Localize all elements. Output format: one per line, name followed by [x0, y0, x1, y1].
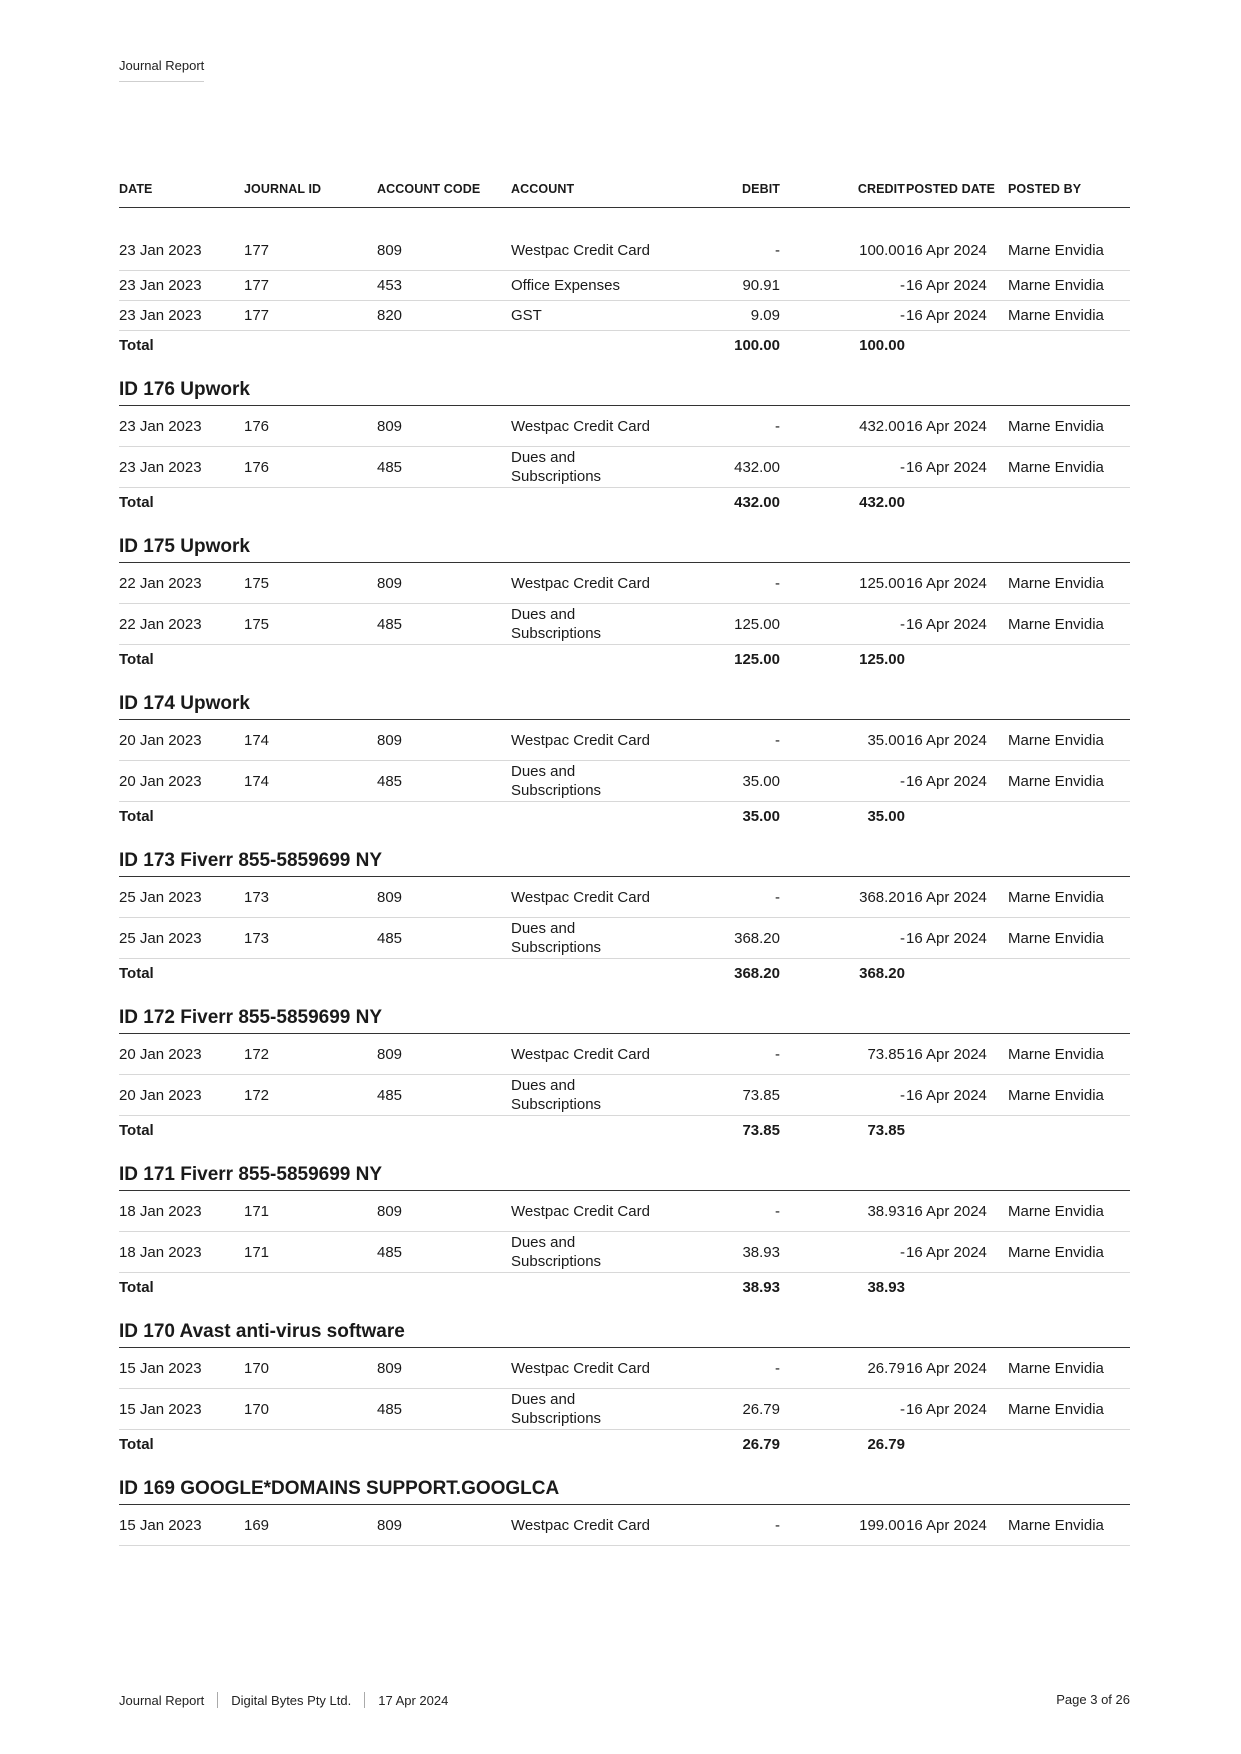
cell-posted-date: 16 Apr 2024 — [906, 417, 987, 435]
cell-posted-by: Marne Envidia — [1008, 615, 1104, 633]
cell-posted-by: Marne Envidia — [1008, 1516, 1104, 1534]
cell-posted-by: Marne Envidia — [1008, 307, 1104, 324]
cell-credit: 73.85 — [867, 1045, 905, 1063]
cell-account: Dues and Subscriptions — [511, 1077, 602, 1113]
cell-journal-id: 172 — [244, 1086, 270, 1104]
cell-account-code: 485 — [377, 929, 403, 947]
cell-journal-id: 177 — [244, 307, 270, 324]
cell-credit: - — [900, 929, 905, 947]
col-header-credit: CREDIT — [857, 182, 905, 196]
cell-credit: - — [900, 1400, 905, 1418]
journal-group — [119, 689, 1130, 831]
total-credit: 432.00 — [859, 494, 905, 511]
cell-debit: - — [775, 1202, 780, 1220]
table-row — [119, 230, 1130, 271]
footer-date: 17 Apr 2024 — [378, 1692, 449, 1708]
cell-account: Dues and Subscriptions — [511, 606, 602, 642]
cell-account-code: 809 — [377, 731, 403, 749]
cell-account-code: 809 — [377, 417, 403, 435]
table-row — [119, 1389, 1130, 1430]
footer-divider — [217, 1692, 218, 1708]
journal-group — [119, 375, 1130, 517]
cell-posted-date: 16 Apr 2024 — [906, 1516, 987, 1534]
cell-credit: - — [900, 772, 905, 790]
cell-credit: - — [900, 615, 905, 633]
footer-company: Digital Bytes Pty Ltd. — [231, 1692, 352, 1708]
cell-posted-by: Marne Envidia — [1008, 731, 1104, 749]
journal-group-title: ID 169 GOOGLE*DOMAINS SUPPORT.GOOGLCA — [119, 1474, 1130, 1505]
col-header-journal-id: JOURNAL ID — [244, 182, 322, 196]
cell-date: 23 Jan 2023 — [119, 277, 202, 294]
total-debit: 26.79 — [742, 1436, 780, 1453]
cell-journal-id: 172 — [244, 1045, 270, 1063]
cell-debit: - — [775, 1045, 780, 1063]
table-row — [119, 918, 1130, 959]
cell-journal-id: 174 — [244, 731, 270, 749]
cell-posted-date: 16 Apr 2024 — [906, 1086, 987, 1104]
cell-account: Westpac Credit Card — [511, 417, 650, 435]
cell-credit: - — [900, 458, 905, 476]
cell-account-code: 809 — [377, 1359, 403, 1377]
cell-date: 22 Jan 2023 — [119, 574, 202, 592]
total-row — [119, 802, 1130, 831]
cell-journal-id: 175 — [244, 574, 270, 592]
cell-credit: 125.00 — [859, 574, 905, 592]
col-header-posted-date: POSTED DATE — [906, 182, 996, 196]
page-header-title: Journal Report — [119, 58, 204, 82]
cell-account-code: 453 — [377, 277, 403, 294]
cell-credit: 432.00 — [859, 417, 905, 435]
cell-posted-by: Marne Envidia — [1008, 772, 1104, 790]
total-label: Total — [119, 1122, 154, 1139]
journal-group — [119, 1003, 1130, 1145]
cell-posted-date: 16 Apr 2024 — [906, 888, 987, 906]
cell-posted-by: Marne Envidia — [1008, 1202, 1104, 1220]
cell-posted-date: 16 Apr 2024 — [906, 241, 987, 259]
journal-group — [119, 1474, 1130, 1546]
cell-debit: 73.85 — [742, 1086, 780, 1104]
cell-debit: 90.91 — [742, 277, 780, 294]
cell-journal-id: 177 — [244, 277, 270, 294]
cell-account: GST — [511, 307, 542, 324]
cell-journal-id: 176 — [244, 458, 270, 476]
cell-posted-by: Marne Envidia — [1008, 1243, 1104, 1261]
table-row — [119, 761, 1130, 802]
cell-posted-date: 16 Apr 2024 — [906, 929, 987, 947]
cell-account: Dues and Subscriptions — [511, 449, 602, 485]
cell-account: Westpac Credit Card — [511, 731, 650, 749]
cell-debit: 368.20 — [734, 929, 780, 947]
cell-credit: 100.00 — [859, 241, 905, 259]
cell-account: Westpac Credit Card — [511, 888, 650, 906]
cell-debit: 38.93 — [742, 1243, 780, 1261]
total-row — [119, 1116, 1130, 1145]
journal-group-title: ID 170 Avast anti-virus software — [119, 1317, 1130, 1348]
cell-debit: 35.00 — [742, 772, 780, 790]
total-label: Total — [119, 965, 154, 982]
total-label: Total — [119, 1436, 154, 1453]
cell-posted-date: 16 Apr 2024 — [906, 615, 987, 633]
footer-divider — [364, 1692, 365, 1708]
cell-journal-id: 169 — [244, 1516, 270, 1534]
cell-account: Westpac Credit Card — [511, 241, 650, 259]
table-row — [119, 447, 1130, 488]
total-label: Total — [119, 1279, 154, 1296]
journal-group — [119, 846, 1130, 988]
total-debit: 432.00 — [734, 494, 780, 511]
cell-credit: 368.20 — [859, 888, 905, 906]
footer-page-number: Page 3 of 26 — [1056, 1692, 1130, 1707]
cell-debit: - — [775, 574, 780, 592]
cell-date: 15 Jan 2023 — [119, 1359, 202, 1377]
table-row — [119, 271, 1130, 301]
journal-group-title: ID 176 Upwork — [119, 375, 1130, 406]
total-debit: 368.20 — [734, 965, 780, 982]
table-row — [119, 1075, 1130, 1116]
cell-posted-by: Marne Envidia — [1008, 277, 1104, 294]
journal-group — [119, 230, 1130, 360]
cell-account: Dues and Subscriptions — [511, 1391, 602, 1427]
cell-journal-id: 175 — [244, 615, 270, 633]
total-label: Total — [119, 337, 154, 354]
cell-account-code: 809 — [377, 1516, 403, 1534]
cell-journal-id: 176 — [244, 417, 270, 435]
table-row — [119, 604, 1130, 645]
cell-debit: - — [775, 417, 780, 435]
cell-posted-date: 16 Apr 2024 — [906, 1202, 987, 1220]
cell-posted-date: 16 Apr 2024 — [906, 1243, 987, 1261]
cell-date: 25 Jan 2023 — [119, 929, 202, 947]
cell-posted-by: Marne Envidia — [1008, 417, 1104, 435]
cell-journal-id: 171 — [244, 1202, 270, 1220]
cell-debit: - — [775, 241, 780, 259]
cell-account: Office Expenses — [511, 277, 620, 294]
total-row — [119, 645, 1130, 674]
table-row — [119, 720, 1130, 761]
cell-credit: 199.00 — [859, 1516, 905, 1534]
total-credit: 368.20 — [859, 965, 905, 982]
total-row — [119, 1430, 1130, 1459]
cell-posted-date: 16 Apr 2024 — [906, 574, 987, 592]
journal-entries — [119, 230, 1130, 1546]
cell-journal-id: 173 — [244, 888, 270, 906]
cell-debit: 432.00 — [734, 458, 780, 476]
cell-date: 20 Jan 2023 — [119, 731, 202, 749]
cell-debit: - — [775, 888, 780, 906]
cell-account: Dues and Subscriptions — [511, 763, 602, 799]
cell-credit: - — [900, 1086, 905, 1104]
cell-credit: - — [900, 1243, 905, 1261]
table-row — [119, 406, 1130, 447]
cell-posted-by: Marne Envidia — [1008, 1400, 1104, 1418]
cell-debit: 125.00 — [734, 615, 780, 633]
journal-group-title: ID 171 Fiverr 855-5859699 NY — [119, 1160, 1130, 1191]
col-header-posted-by: POSTED BY — [1008, 182, 1082, 196]
cell-date: 20 Jan 2023 — [119, 1045, 202, 1063]
cell-account-code: 809 — [377, 888, 403, 906]
journal-group-title: ID 174 Upwork — [119, 689, 1130, 720]
cell-account: Westpac Credit Card — [511, 1359, 650, 1377]
cell-posted-by: Marne Envidia — [1008, 574, 1104, 592]
cell-posted-by: Marne Envidia — [1008, 1045, 1104, 1063]
journal-group — [119, 1160, 1130, 1302]
cell-account: Westpac Credit Card — [511, 1202, 650, 1220]
cell-posted-by: Marne Envidia — [1008, 241, 1104, 259]
cell-journal-id: 174 — [244, 772, 270, 790]
table-row — [119, 1505, 1130, 1546]
cell-account-code: 485 — [377, 458, 403, 476]
cell-posted-date: 16 Apr 2024 — [906, 1045, 987, 1063]
cell-date: 23 Jan 2023 — [119, 241, 202, 259]
cell-journal-id: 171 — [244, 1243, 270, 1261]
cell-date: 25 Jan 2023 — [119, 888, 202, 906]
total-debit: 73.85 — [742, 1122, 780, 1139]
cell-posted-by: Marne Envidia — [1008, 929, 1104, 947]
table-row — [119, 301, 1130, 331]
cell-posted-by: Marne Envidia — [1008, 458, 1104, 476]
cell-account-code: 809 — [377, 1045, 403, 1063]
cell-posted-date: 16 Apr 2024 — [906, 458, 987, 476]
total-row — [119, 959, 1130, 988]
cell-date: 20 Jan 2023 — [119, 1086, 202, 1104]
cell-date: 15 Jan 2023 — [119, 1400, 202, 1418]
total-label: Total — [119, 808, 154, 825]
journal-group-title: ID 172 Fiverr 855-5859699 NY — [119, 1003, 1130, 1034]
cell-posted-date: 16 Apr 2024 — [906, 1359, 987, 1377]
cell-debit: 9.09 — [750, 307, 780, 324]
table-row — [119, 1034, 1130, 1075]
cell-posted-date: 16 Apr 2024 — [906, 772, 987, 790]
total-row — [119, 1273, 1130, 1302]
table-header — [119, 182, 1130, 208]
cell-journal-id: 177 — [244, 241, 270, 259]
cell-account-code: 485 — [377, 772, 403, 790]
cell-date: 18 Jan 2023 — [119, 1202, 202, 1220]
total-credit: 35.00 — [867, 808, 905, 825]
total-credit: 73.85 — [867, 1122, 905, 1139]
col-header-account-code: ACCOUNT CODE — [377, 182, 481, 196]
cell-date: 15 Jan 2023 — [119, 1516, 202, 1534]
cell-debit: - — [775, 731, 780, 749]
journal-group-title: ID 173 Fiverr 855-5859699 NY — [119, 846, 1130, 877]
cell-account: Westpac Credit Card — [511, 574, 650, 592]
journal-group — [119, 532, 1130, 674]
table-row — [119, 1191, 1130, 1232]
cell-account-code: 820 — [377, 307, 403, 324]
cell-posted-by: Marne Envidia — [1008, 1359, 1104, 1377]
cell-credit: 38.93 — [867, 1202, 905, 1220]
cell-account: Dues and Subscriptions — [511, 920, 602, 956]
cell-credit: - — [900, 277, 905, 294]
cell-account: Westpac Credit Card — [511, 1516, 650, 1534]
table-row — [119, 877, 1130, 918]
cell-debit: - — [775, 1359, 780, 1377]
cell-debit: - — [775, 1516, 780, 1534]
col-header-account: ACCOUNT — [511, 182, 575, 196]
total-debit: 35.00 — [742, 808, 780, 825]
cell-date: 22 Jan 2023 — [119, 615, 202, 633]
col-header-date: DATE — [119, 182, 153, 196]
total-credit: 38.93 — [867, 1279, 905, 1296]
cell-posted-date: 16 Apr 2024 — [906, 1400, 987, 1418]
total-credit: 26.79 — [867, 1436, 905, 1453]
journal-group — [119, 1317, 1130, 1459]
cell-account-code: 485 — [377, 615, 403, 633]
cell-posted-date: 16 Apr 2024 — [906, 277, 987, 294]
total-row — [119, 488, 1130, 517]
cell-account: Westpac Credit Card — [511, 1045, 650, 1063]
cell-journal-id: 170 — [244, 1359, 270, 1377]
total-credit: 125.00 — [859, 651, 905, 668]
cell-account-code: 809 — [377, 1202, 403, 1220]
cell-date: 23 Jan 2023 — [119, 417, 202, 435]
cell-account-code: 485 — [377, 1400, 403, 1418]
cell-posted-by: Marne Envidia — [1008, 1086, 1104, 1104]
total-debit: 38.93 — [742, 1279, 780, 1296]
cell-account: Dues and Subscriptions — [511, 1234, 602, 1270]
total-debit: 100.00 — [734, 337, 780, 354]
cell-credit: 35.00 — [867, 731, 905, 749]
journal-group-title: ID 175 Upwork — [119, 532, 1130, 563]
table-row — [119, 1232, 1130, 1273]
table-row — [119, 1348, 1130, 1389]
cell-credit: 26.79 — [867, 1359, 905, 1377]
table-row — [119, 563, 1130, 604]
total-debit: 125.00 — [734, 651, 780, 668]
cell-account-code: 809 — [377, 241, 403, 259]
cell-account-code: 809 — [377, 574, 403, 592]
cell-posted-by: Marne Envidia — [1008, 888, 1104, 906]
cell-debit: 26.79 — [742, 1400, 780, 1418]
cell-journal-id: 173 — [244, 929, 270, 947]
footer-report-name: Journal Report — [119, 1692, 205, 1708]
col-header-debit: DEBIT — [742, 182, 780, 196]
total-label: Total — [119, 494, 154, 511]
cell-date: 23 Jan 2023 — [119, 458, 202, 476]
total-credit: 100.00 — [859, 337, 905, 354]
cell-posted-date: 16 Apr 2024 — [906, 307, 987, 324]
cell-account-code: 485 — [377, 1243, 403, 1261]
cell-posted-date: 16 Apr 2024 — [906, 731, 987, 749]
cell-credit: - — [900, 307, 905, 324]
cell-date: 20 Jan 2023 — [119, 772, 202, 790]
cell-journal-id: 170 — [244, 1400, 270, 1418]
total-row — [119, 331, 1130, 360]
total-label: Total — [119, 651, 154, 668]
cell-account-code: 485 — [377, 1086, 403, 1104]
cell-date: 23 Jan 2023 — [119, 307, 202, 324]
cell-date: 18 Jan 2023 — [119, 1243, 202, 1261]
